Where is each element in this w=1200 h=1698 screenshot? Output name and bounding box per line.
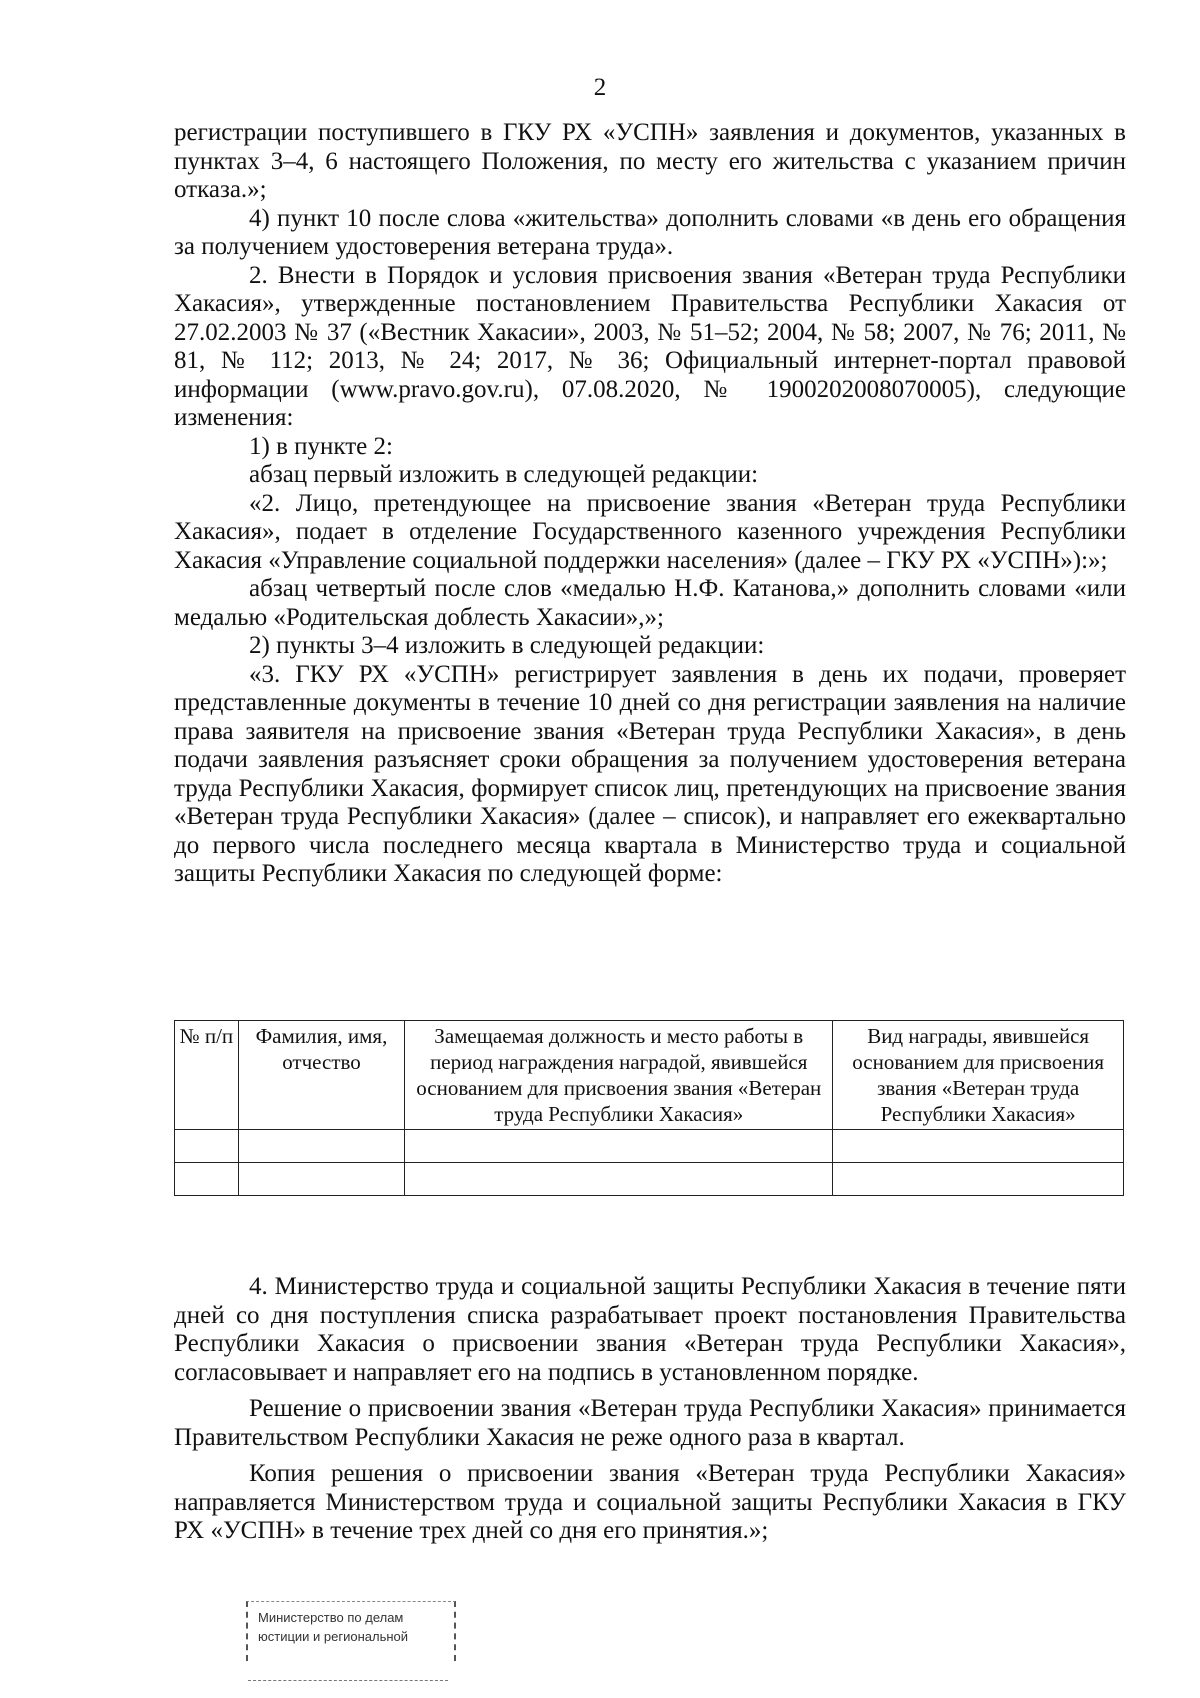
table-cell bbox=[175, 1163, 239, 1196]
table-header-number: № п/п bbox=[175, 1021, 239, 1130]
stamp-line-2: юстиции и региональной bbox=[258, 1629, 409, 1644]
table-cell bbox=[238, 1163, 404, 1196]
table-cell bbox=[405, 1130, 833, 1163]
paragraph-section-2: 2. Внести в Порядок и условия присвоения звания «Ветеран труда Республики Хакасия», утвержденные постановлением Правительства Республики Хакасия от 27.02.2003 № 37 («Вестник Хакасии», 2003, № 51–52; 2004, № 58; 2007, № 76; 2011, № 81, № 112; 2013, № 24; 2017, № 36; Официальный интернет-портал правовой информации (www.pravo.gov.ru), 07.08.2020, № 1900202008070005), следующие изменения: bbox=[174, 261, 1126, 431]
table-cell bbox=[238, 1130, 404, 1163]
table-cell bbox=[175, 1130, 239, 1163]
table-cell bbox=[833, 1163, 1124, 1196]
paragraph-point-4: 4. Министерство труда и социальной защиты Республики Хакасия в течение пяти дней со дня поступления списка разрабатывает проект постановления Правительства Республики Хакасия о присвоении звания «Ветеран труда Республики Хакасия», согласовывает и направляет его на подпись в установленном порядке. bbox=[174, 1273, 1126, 1386]
paragraph-continuation: регистрации поступившего в ГКУ РХ «УСПН» заявления и документов, указанных в пунктах 3–4, 6 настоящего Положения, по месту его жительства с указанием причин отказа.»; bbox=[174, 119, 1126, 203]
stamp-line-1: Министерство по делам bbox=[258, 1610, 404, 1625]
paragraph-copy-decision: Копия решения о присвоении звания «Ветеран труда Республики Хакасия» направляется Министерством труда и социальной защиты Республики Хакасия в ГКУ РХ «УСПН» в течение трех дней со дня его принятия.»; bbox=[174, 1460, 1126, 1544]
table-header-row bbox=[175, 1021, 1124, 1130]
paragraph-point-2-text: «2. Лицо, претендующее на присвоение звания «Ветеран труда Республики Хакасия», подает в отделение Государственного казенного учреждения Республики Хакасия «Управление социальной поддержки населения» (далее – ГКУ РХ «УСПН»):»; bbox=[174, 489, 1126, 574]
paragraph-fourth-abzac: абзац четвертый после слов «медалью Н.Ф. Катанова,» дополнить словами «или медалью «Родительская доблесть Хакасии»,»; bbox=[174, 575, 1126, 631]
table-cell bbox=[405, 1163, 833, 1196]
table-header-award: Вид награды, явившейся основанием для присвоения звания «Ветеран труда Республики Хакасия» bbox=[833, 1021, 1124, 1130]
paragraph-decision: Решение о присвоении звания «Ветеран труда Республики Хакасия» принимается Правительством Республики Хакасия не реже одного раза в квартал. bbox=[174, 1395, 1126, 1451]
table-row bbox=[175, 1130, 1124, 1163]
paragraph-first-abzac: абзац первый изложить в следующей редакции: bbox=[249, 461, 759, 488]
table-header-position: Замещаемая должность и место работы в период награждения наградой, явившейся основанием для присвоения звания «Ветеран труда Республики Хакасия» bbox=[405, 1021, 833, 1130]
page-number: 2 bbox=[593, 74, 607, 101]
paragraph-subitem-2: 2) пункты 3–4 изложить в следующей редакции: bbox=[249, 632, 765, 659]
table-header-fio: Фамилия, имя, отчество bbox=[238, 1021, 404, 1130]
paragraph-subitem-1: 1) в пункте 2: bbox=[249, 432, 393, 460]
table-row bbox=[175, 1163, 1124, 1196]
paragraph-item-4: 4) пункт 10 после слова «жительства» дополнить словами «в день его обращения за получением удостоверения ветерана труда». bbox=[174, 204, 1126, 260]
document-body-top bbox=[174, 119, 1126, 889]
ministry-stamp bbox=[246, 1601, 456, 1661]
stamp-bottom-border bbox=[248, 1680, 448, 1681]
paragraph-point-3-text: «3. ГКУ РХ «УСПН» регистрирует заявления в день их подачи, проверяет представленные документы в течение 10 дней со дня регистрации заявления на наличие права заявителя на присвоение звания «Ветеран труда Республики Хакасия», в день подачи заявления разъясняет сроки обращения за получением удостоверения ветерана труда Республики Хакасия, формирует список лиц, претендующих на присвоение звания «Ветеран труда Республики Хакасия» (далее – список), и направляет его ежеквартально до первого числа последнего месяца квартала в Министерство труда и социальной защиты Республики Хакасия по следующей форме: bbox=[174, 660, 1126, 887]
table-cell bbox=[833, 1130, 1124, 1163]
list-form-table bbox=[174, 1020, 1124, 1196]
document-body-bottom bbox=[174, 1273, 1126, 1546]
